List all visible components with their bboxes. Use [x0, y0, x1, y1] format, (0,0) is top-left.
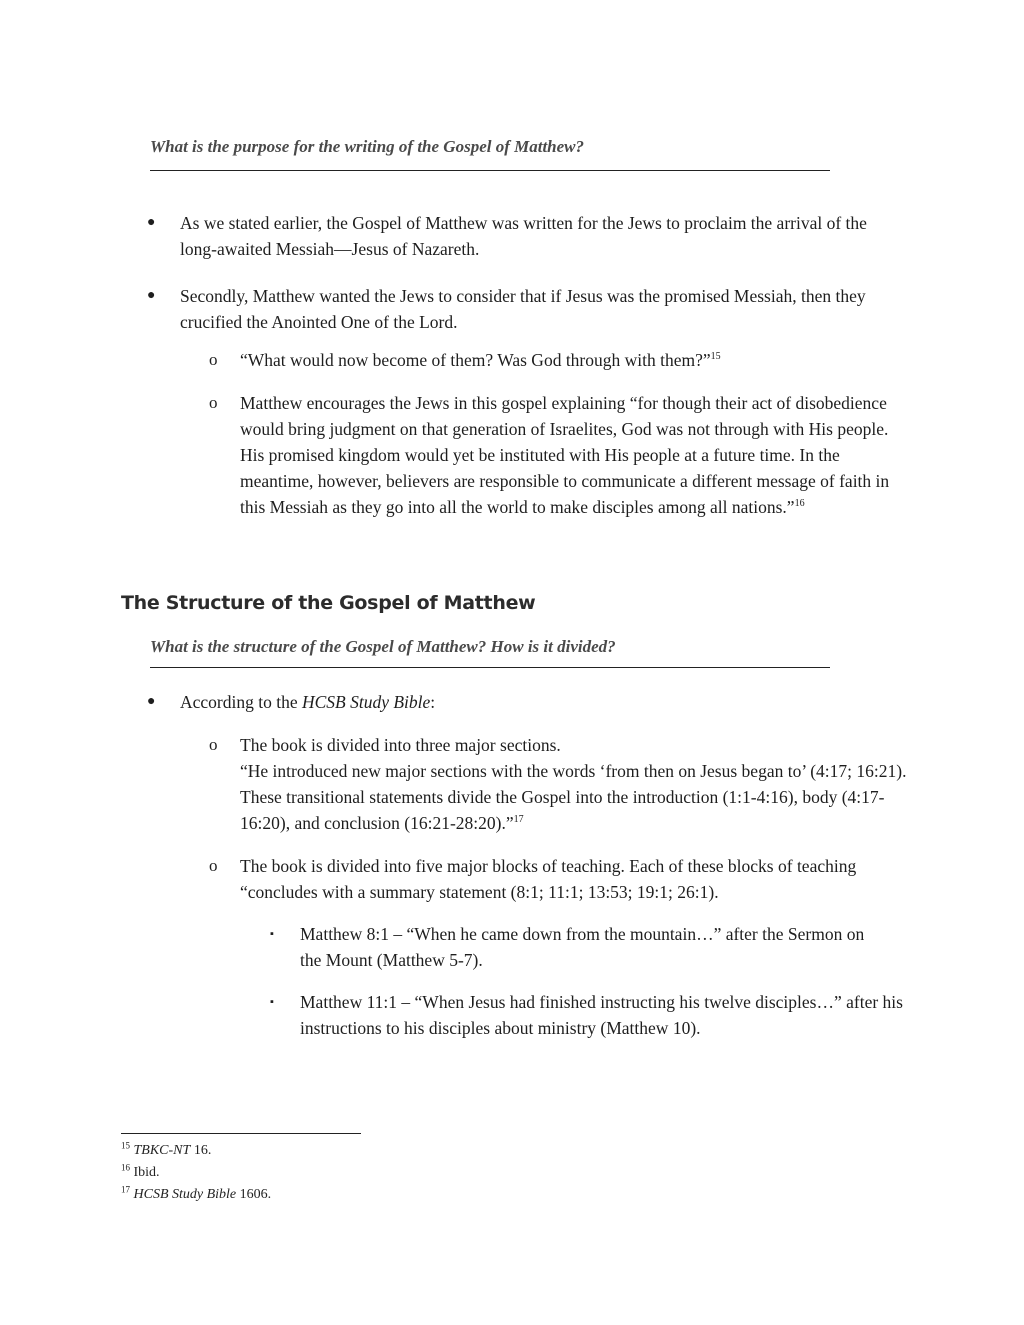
- source-title: HCSB Study Bible: [301, 692, 431, 712]
- bullet-item-structure-colon: :: [430, 692, 436, 712]
- footnote-number: 16: [121, 1162, 130, 1173]
- footnote-number: 15: [121, 1140, 130, 1151]
- footnote-source: TBKC-NT: [133, 1143, 191, 1158]
- sub-item-three-sections-line1: The book is divided into three major sections.: [240, 735, 561, 755]
- sub-item-quote-2-text: Matthew encourages the Jews in this gospel explaining “for though their act of disobedience would bring judgment on that generation of Israelites, God was not through with His people. His promised kingdom would yet be instituted with His people at a future time. In the meantime, however, believers are responsible to communicate a different message of faith in this Messiah as they go into all the world to make disciples among all nations.”: [240, 393, 890, 517]
- footnote-ref: 17: [513, 814, 524, 826]
- section-heading: The Structure of the Gospel of Matthew: [121, 592, 536, 614]
- footnote-number: 17: [121, 1184, 130, 1195]
- footnote-15: [121, 1141, 211, 1161]
- bullet-marker: ●: [147, 694, 156, 709]
- bullet-marker: ●: [147, 215, 156, 230]
- sub-bullet-marker: o: [209, 856, 218, 875]
- sub-sub-bullet-marker: ▪: [270, 928, 274, 940]
- footnote-ref: 15: [710, 351, 721, 363]
- footnote-text: 16.: [190, 1143, 212, 1158]
- footnote-text: Ibid.: [133, 1165, 160, 1180]
- sub-item-three-sections-quote-text: “He introduced new major sections with the words ‘from then on Jesus began to’ (4:17; 16:21). These transitional statements divide the Gospel into the introduction (1:1-4:16), body (4:17-16:20), and conclusion (16:21-28:20).”: [240, 761, 907, 833]
- question-purpose: [150, 137, 830, 157]
- sub-bullet-marker: o: [209, 393, 218, 412]
- bullet-item-structure: [180, 689, 900, 715]
- sub-bullet-marker: o: [209, 350, 218, 369]
- sub-bullet-marker: o: [209, 735, 218, 754]
- footnote-17: [121, 1185, 271, 1205]
- sub-item-quote-2: [240, 390, 900, 520]
- sub-sub-item-matthew-8-1: Matthew 8:1 – “When he came down from the mountain…” after the Sermon on the Mount (Matthew 5-7).: [300, 924, 865, 970]
- footnote-text: 1606.: [236, 1187, 272, 1202]
- question-structure-text: What is the structure of the Gospel of Matthew? How is it divided?: [150, 637, 616, 656]
- bullet-item-structure-text: According to the: [180, 692, 302, 712]
- footnote-source: HCSB Study Bible: [133, 1187, 237, 1202]
- sub-item-three-sections-quote: [240, 758, 916, 836]
- question-underline: [150, 667, 830, 668]
- question-purpose-text: What is the purpose for the writing of the Gospel of Matthew?: [150, 137, 585, 156]
- footnote-ref: 16: [794, 498, 805, 510]
- sub-sub-item-matthew-11-1: Matthew 11:1 – “When Jesus had finished instructing his twelve disciples…” after his instructions to his disciples about ministry (Matthew 10).: [300, 992, 903, 1038]
- sub-item-quote-1-text: “What would now become of them? Was God through with them?”: [240, 350, 711, 370]
- sub-item-five-blocks: The book is divided into five major blocks of teaching. Each of these blocks of teaching “concludes with a summary statement (8:1; 11:1; 13:53; 19:1; 26:1).: [240, 856, 857, 902]
- sub-item-three-sections: [240, 732, 916, 836]
- sub-sub-bullet-marker: ▪: [270, 996, 274, 1008]
- footnote-separator: [121, 1133, 361, 1134]
- bullet-item-purpose-2: Secondly, Matthew wanted the Jews to consider that if Jesus was the promised Messiah, then they crucified the Anointed One of the Lord.: [180, 286, 866, 332]
- question-structure: [150, 637, 830, 657]
- question-underline: [150, 170, 830, 171]
- bullet-marker: ●: [147, 288, 156, 303]
- sub-item-quote-1: [240, 347, 900, 373]
- footnote-16: [121, 1163, 160, 1183]
- bullet-item-purpose-1: As we stated earlier, the Gospel of Matthew was written for the Jews to proclaim the arrival of the long-awaited Messiah—Jesus of Nazareth.: [180, 213, 867, 259]
